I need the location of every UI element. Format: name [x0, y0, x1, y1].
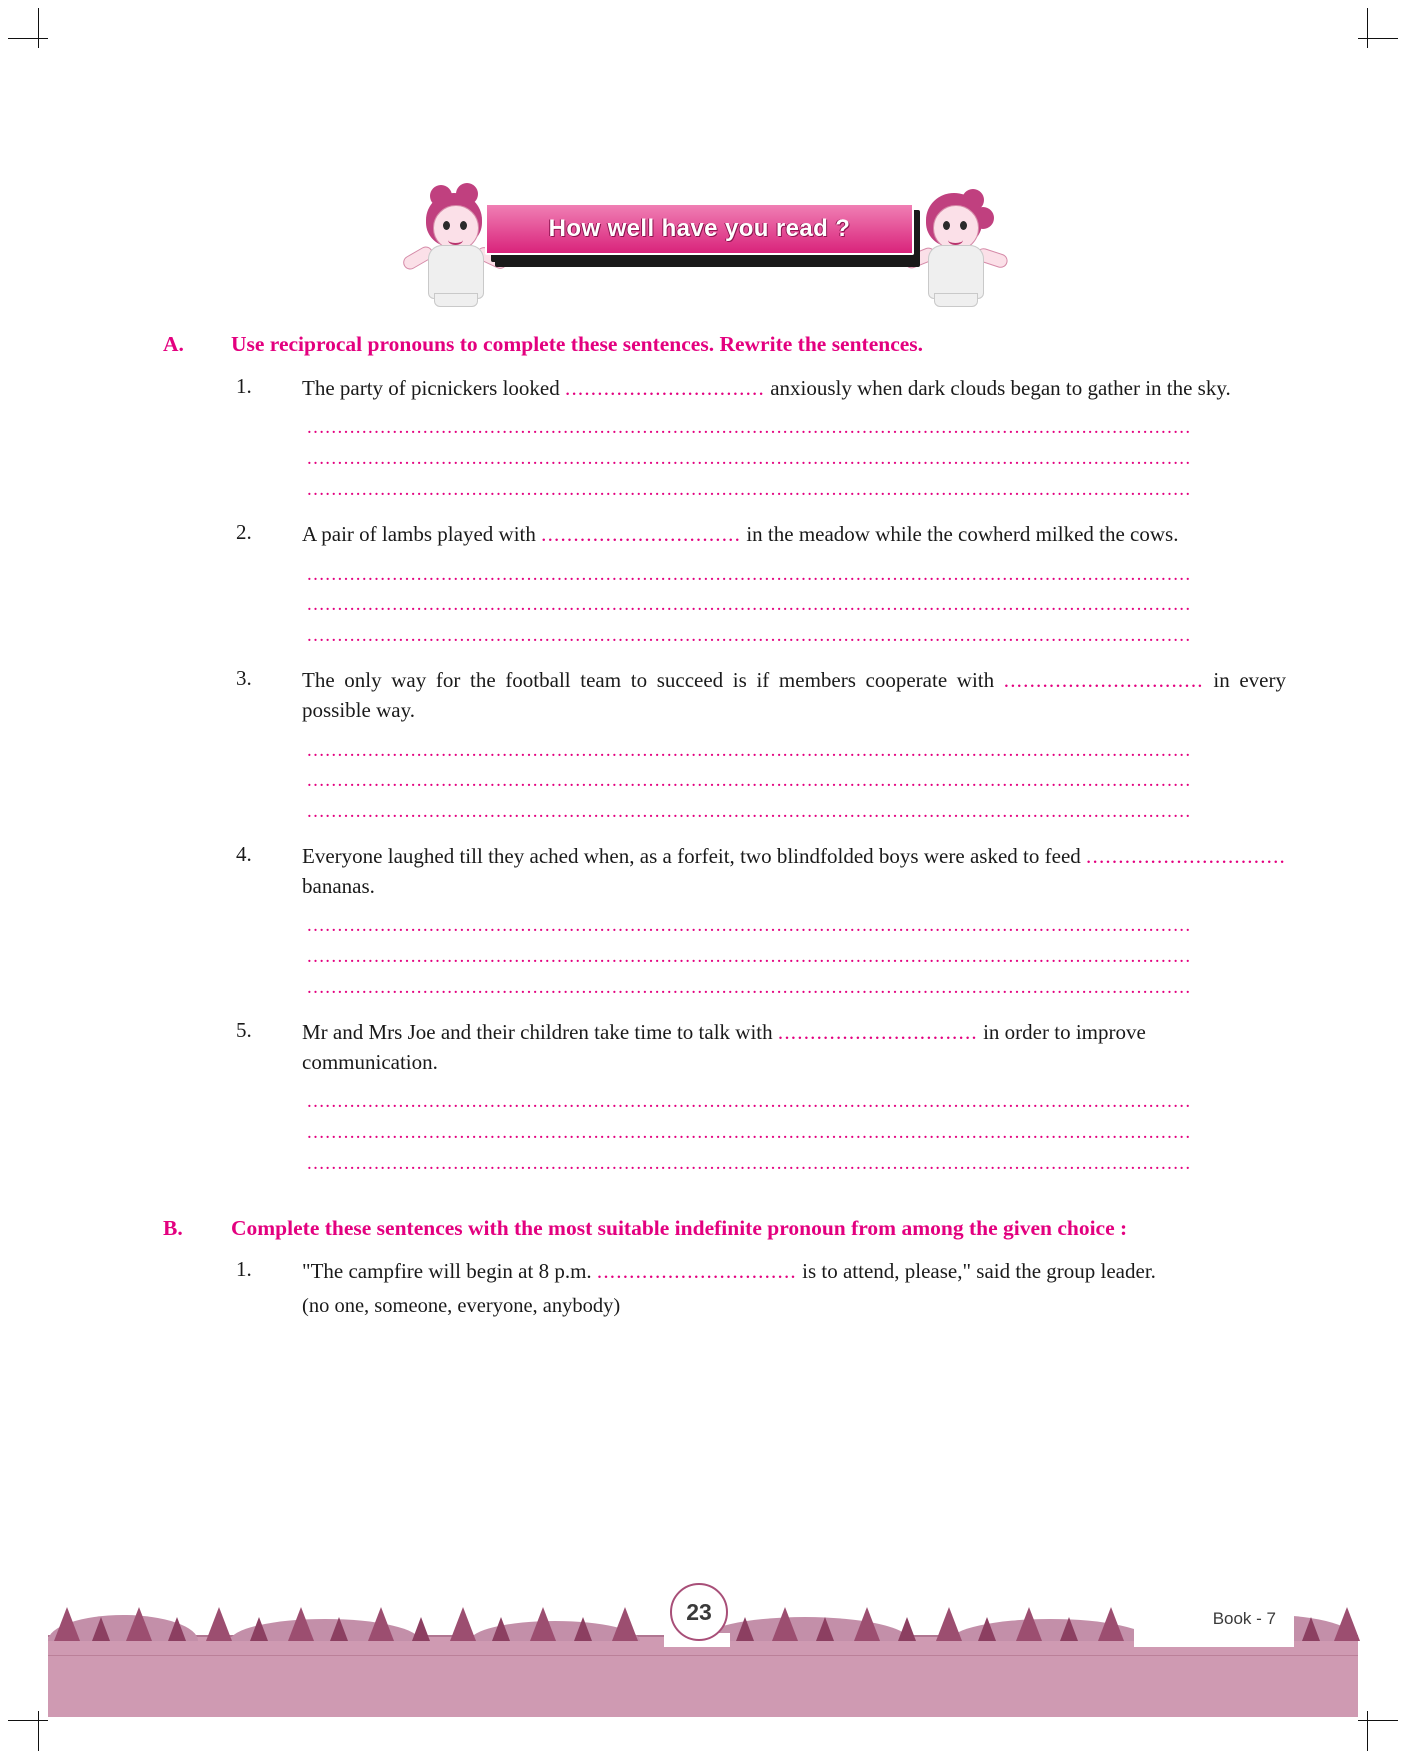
footer-tree [1302, 1617, 1320, 1641]
crop-mark-top-right-vertical [1367, 8, 1368, 48]
question-a3 [0, 666, 1406, 726]
question-a4-part2: bananas. [302, 873, 375, 898]
question-a5-number: 5. [236, 1017, 252, 1042]
question-b1-text [302, 1257, 1286, 1287]
answer-area-a3[interactable] [0, 736, 1406, 828]
answer-line[interactable]: ................................................................................................................................................. [307, 770, 1192, 792]
footer-tree [530, 1607, 556, 1641]
footer-tree [412, 1617, 430, 1641]
answer-area-a2[interactable] [0, 560, 1406, 652]
question-a2-number: 2. [236, 519, 252, 544]
answer-line[interactable]: ................................................................................................................................................. [307, 563, 1192, 585]
answer-area-a5[interactable] [0, 1087, 1406, 1179]
question-a5-part1: Mr and Mrs Joe and their children take time to talk with [302, 1019, 778, 1044]
footer-tree [54, 1607, 80, 1641]
section-b [0, 1214, 1406, 1318]
question-a5-text [302, 1018, 1286, 1078]
right-kid-illustration [900, 185, 1010, 305]
answer-line[interactable]: ................................................................................................................................................. [307, 594, 1192, 616]
footer-tree [288, 1607, 314, 1641]
question-a2-part2: in the meadow while the cowherd milked the cows. [741, 521, 1179, 546]
question-a3-blank[interactable]: ............................... [1003, 667, 1204, 692]
answer-line[interactable]: ................................................................................................................................................. [307, 1091, 1192, 1113]
section-banner [400, 185, 1000, 305]
exercise-content [0, 330, 1406, 1324]
question-a1 [0, 374, 1406, 404]
footer-tree [330, 1617, 348, 1641]
question-b1-part1: "The campfire will begin at 8 p.m. [302, 1259, 597, 1284]
answer-line[interactable]: ................................................................................................................................................. [307, 801, 1192, 823]
footer-tree [492, 1617, 510, 1641]
question-a5-blank[interactable]: ............................... [777, 1019, 978, 1044]
footer-tree [936, 1607, 962, 1641]
footer-ground [48, 1635, 1358, 1717]
question-a1-part1: The party of picnickers looked [302, 375, 565, 400]
question-a4-blank[interactable]: ............................... [1086, 843, 1286, 868]
answer-line[interactable]: ................................................................................................................................................. [307, 1122, 1192, 1144]
question-a2-blank[interactable]: ............................... [541, 521, 742, 546]
question-a5 [0, 1018, 1406, 1078]
footer-tree [978, 1617, 996, 1641]
question-a3-number: 3. [236, 665, 252, 690]
question-a1-part2: anxiously when dark clouds began to gather in the sky. [764, 375, 1231, 400]
question-a4-part1: Everyone laughed till they ached when, as a forfeit, two blindfolded boys were asked to feed [302, 843, 1087, 868]
question-b1-part2: is to attend, please," said the group leader. [796, 1259, 1156, 1284]
question-b1-number: 1. [236, 1257, 252, 1282]
question-a2 [0, 520, 1406, 550]
section-a [0, 330, 1406, 1180]
page-footer [0, 1519, 1406, 1759]
footer-tree [450, 1607, 476, 1641]
section-a-letter: A. [163, 332, 184, 356]
footer-tree [1098, 1607, 1124, 1641]
crop-mark-top-left-vertical [38, 8, 39, 48]
crop-mark-top-right-horizontal [1358, 38, 1398, 39]
footer-tree [92, 1617, 110, 1641]
section-b-letter: B. [163, 1215, 183, 1240]
footer-tree [772, 1607, 798, 1641]
question-a2-text [302, 520, 1286, 550]
banner-shadow-bar [495, 257, 920, 267]
question-a3-part2: in every possible way. [302, 667, 1286, 722]
footer-tree [736, 1617, 754, 1641]
section-a-heading [0, 330, 1406, 360]
page-number: 23 [670, 1583, 728, 1641]
question-a4-text [302, 842, 1286, 902]
question-a1-text [302, 374, 1286, 404]
answer-line[interactable]: ................................................................................................................................................. [307, 479, 1192, 500]
footer-tree [368, 1607, 394, 1641]
footer-tree [126, 1607, 152, 1641]
question-a4-number: 4. [236, 841, 252, 866]
question-b1-blank[interactable]: ............................... [596, 1259, 797, 1284]
answer-line[interactable]: ................................................................................................................................................. [307, 915, 1192, 937]
book-label: Book - 7 [1212, 1609, 1276, 1628]
question-b1-choices: (no one, someone, everyone, anybody) [302, 1295, 621, 1318]
footer-tree [574, 1617, 592, 1641]
answer-line[interactable]: ................................................................................................................................................. [307, 448, 1192, 470]
answer-line[interactable]: ................................................................................................................................................. [307, 625, 1192, 647]
footer-tree [612, 1607, 638, 1641]
question-b1 [0, 1257, 1406, 1287]
answer-line[interactable]: ................................................................................................................................................. [307, 417, 1192, 439]
section-b-heading [0, 1214, 1406, 1244]
question-a1-blank[interactable]: ............................... [565, 375, 765, 400]
question-a3-text [302, 666, 1286, 726]
answer-area-a4[interactable] [0, 911, 1406, 1003]
crop-mark-top-left-horizontal [8, 38, 48, 39]
footer-tree [250, 1617, 268, 1641]
question-a1-number: 1. [236, 373, 252, 398]
question-a3-part1: The only way for the football team to succeed is if members cooperate with [302, 667, 1004, 692]
section-b-instruction: Complete these sentences with the most suitable indefinite pronoun from among the given choice : [231, 1215, 1128, 1240]
footer-tree [898, 1617, 916, 1641]
question-a5-part2: in order to improve communication. [302, 1019, 1146, 1074]
answer-line[interactable]: ................................................................................................................................................. [307, 739, 1192, 761]
answer-line[interactable]: ................................................................................................................................................. [307, 946, 1192, 968]
question-a4 [0, 842, 1406, 902]
footer-tree [1060, 1617, 1078, 1641]
section-a-instruction: Use reciprocal pronouns to complete these sentences. Rewrite the sentences. [231, 332, 924, 356]
footer-tree [1016, 1607, 1042, 1641]
footer-tree [206, 1607, 232, 1641]
footer-tree [816, 1617, 834, 1641]
footer-tree [168, 1617, 186, 1641]
question-a2-part1: A pair of lambs played with [302, 521, 542, 546]
answer-area-a1[interactable] [0, 413, 1406, 505]
banner-plate [485, 203, 914, 255]
footer-tree [854, 1607, 880, 1641]
answer-line[interactable]: ................................................................................................................................................. [307, 976, 1192, 998]
footer-tree [1334, 1607, 1360, 1641]
answer-line[interactable]: ................................................................................................................................................. [307, 1152, 1192, 1174]
banner-title: How well have you read ? [548, 215, 851, 242]
